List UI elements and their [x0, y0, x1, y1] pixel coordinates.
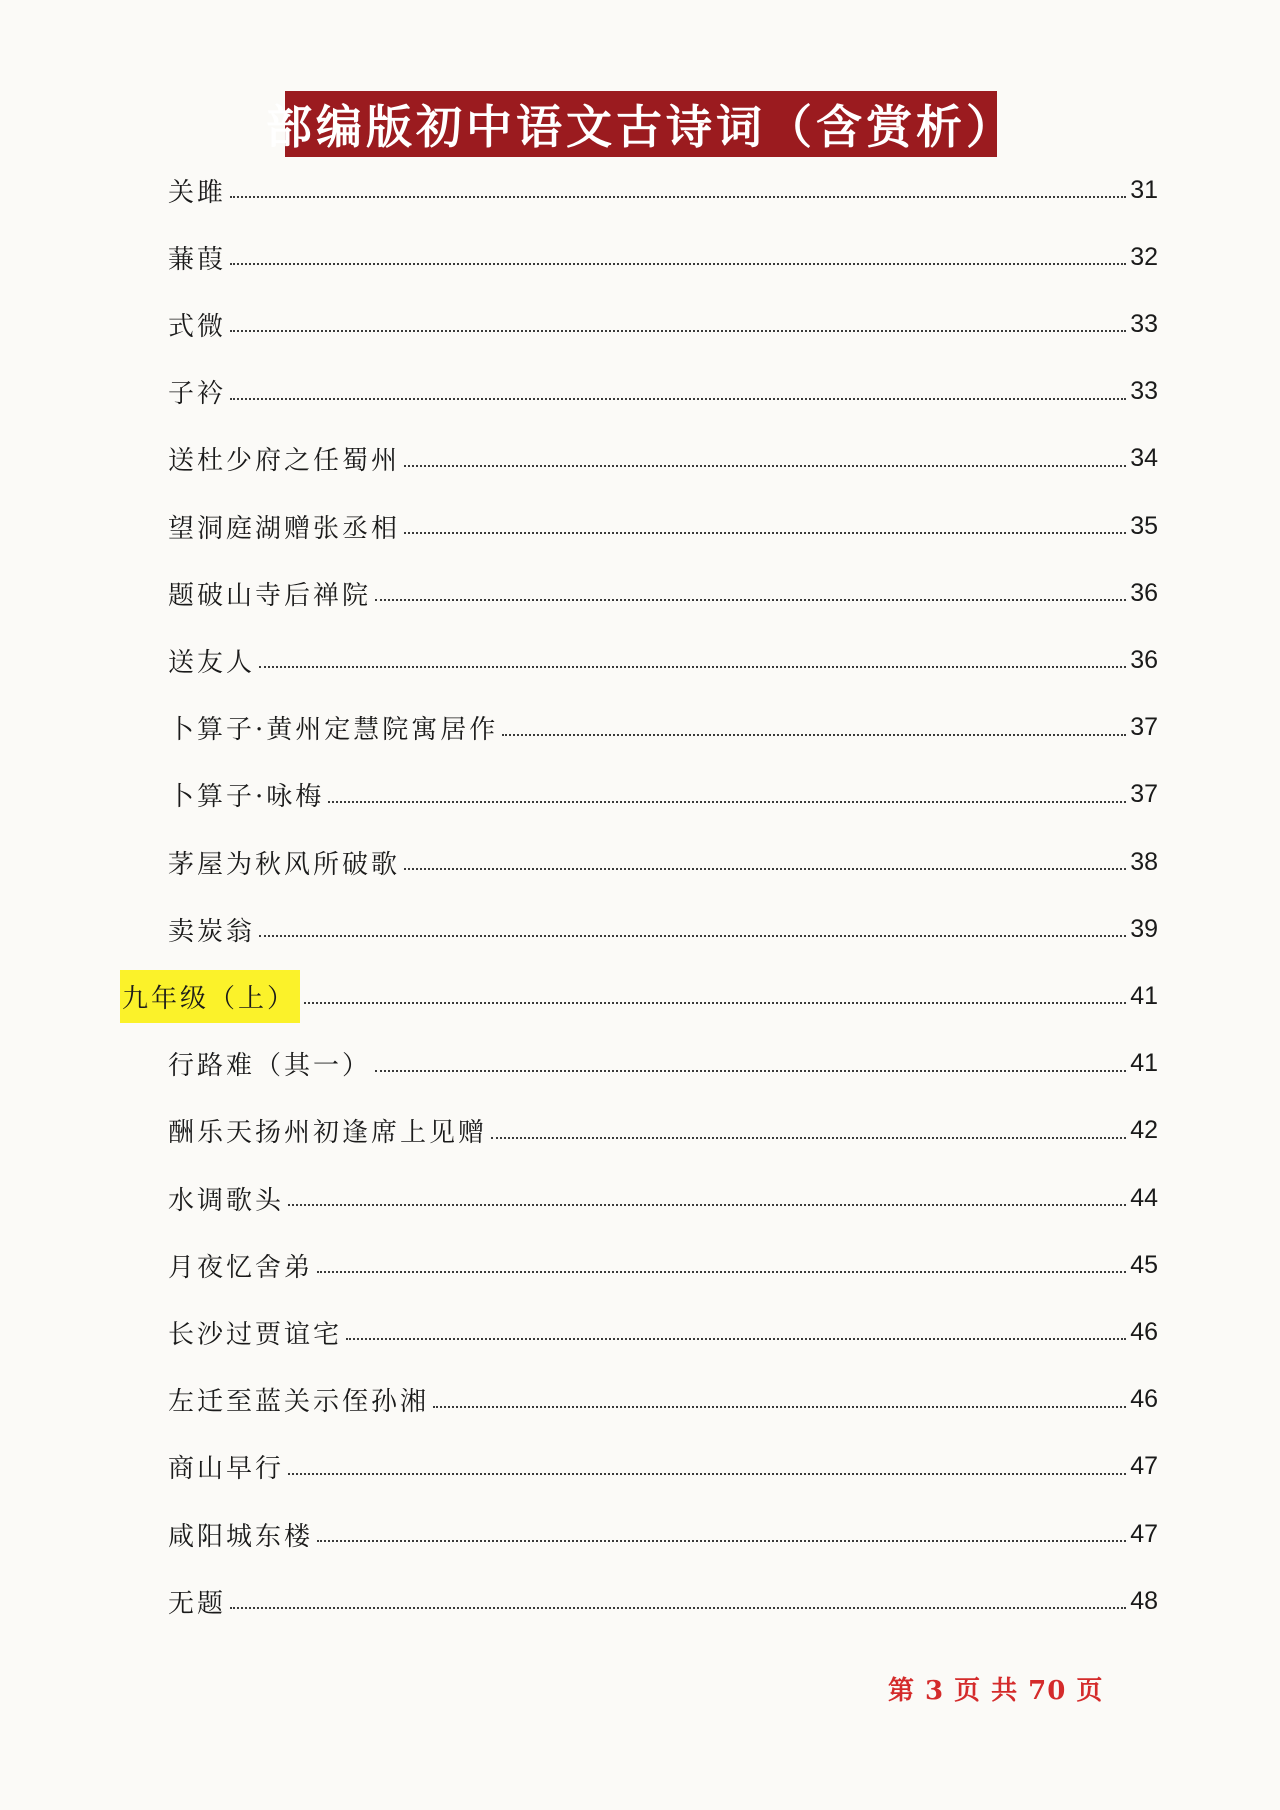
toc-entry-title: 月夜忆舍弟: [168, 1252, 314, 1283]
toc-entry-title: 咸阳城东楼: [168, 1521, 314, 1552]
toc-section-heading[interactable]: [122, 976, 1158, 1016]
toc-dot-leader: [288, 1447, 1126, 1475]
toc-dot-leader: [230, 304, 1126, 332]
toc-page-number: 32: [1130, 242, 1158, 271]
toc-entry-title: 子衿: [168, 379, 227, 410]
toc-page-number: 33: [1130, 309, 1158, 338]
toc-page-number: 36: [1130, 578, 1158, 607]
toc-entry[interactable]: [168, 1111, 1158, 1151]
toc-entry-title: 关雎: [168, 177, 227, 208]
toc-entry-title: 卜算子·黄州定慧院寓居作: [168, 715, 499, 746]
toc-entry[interactable]: [168, 909, 1158, 949]
toc-entry[interactable]: [168, 775, 1158, 815]
toc-entry[interactable]: [168, 1044, 1158, 1084]
toc-entry[interactable]: [168, 842, 1158, 882]
toc-page-number: 38: [1130, 847, 1158, 876]
toc-dot-leader: [230, 237, 1126, 265]
footer-mid: 页 共: [954, 1676, 1019, 1706]
toc-entry-title: 九年级（上）: [120, 970, 300, 1023]
toc-dot-leader: [304, 976, 1126, 1004]
toc-entry-title: 送友人: [168, 647, 256, 678]
footer-total-pages: 70: [1028, 1676, 1067, 1706]
toc-dot-leader: [230, 372, 1126, 400]
toc-dot-leader: [491, 1111, 1126, 1139]
footer-current-page: 3: [925, 1676, 945, 1706]
toc-entry-title: 式微: [168, 311, 227, 342]
toc-dot-leader: [404, 842, 1126, 870]
toc-entry-title: 茅屋为秋风所破歌: [168, 849, 401, 880]
toc-entry[interactable]: [168, 1447, 1158, 1487]
toc-page-number: 31: [1130, 175, 1158, 204]
toc-dot-leader: [288, 1178, 1126, 1206]
toc-entry[interactable]: [168, 708, 1158, 748]
toc-entry-title: 送杜少府之任蜀州: [168, 446, 401, 477]
toc-page-number: 37: [1130, 780, 1158, 809]
toc-entry-title: 卜算子·咏梅: [168, 782, 325, 813]
toc-entry[interactable]: [168, 304, 1158, 344]
document-title: 部编版初中语文古诗词（含赏析）: [266, 100, 1016, 154]
toc-entry[interactable]: [168, 1245, 1158, 1285]
toc-dot-leader: [346, 1312, 1126, 1340]
toc-page-number: 47: [1130, 1519, 1158, 1548]
toc-dot-leader: [230, 170, 1126, 198]
page-footer: [888, 1670, 1113, 1707]
toc-page-number: 42: [1130, 1116, 1158, 1145]
toc-page-number: 37: [1130, 713, 1158, 742]
toc-page-number: 45: [1130, 1250, 1158, 1279]
toc-page-number: 33: [1130, 377, 1158, 406]
toc-dot-leader: [317, 1514, 1126, 1542]
toc-entry-title: 酬乐天扬州初逢席上见赠: [168, 1118, 488, 1149]
toc-page-number: 47: [1130, 1452, 1158, 1481]
toc-page-number: 41: [1130, 1049, 1158, 1078]
toc-dot-leader: [259, 909, 1126, 937]
toc-entry[interactable]: [168, 1514, 1158, 1554]
toc-entry[interactable]: [168, 1380, 1158, 1420]
toc-entry[interactable]: [168, 1581, 1158, 1621]
toc-dot-leader: [375, 573, 1126, 601]
toc-dot-leader: [404, 506, 1126, 534]
toc-dot-leader: [404, 439, 1126, 467]
toc-page-number: 46: [1130, 1317, 1158, 1346]
toc-page-number: 41: [1130, 981, 1158, 1010]
toc-page-number: 36: [1130, 645, 1158, 674]
toc-page-number: 48: [1130, 1586, 1158, 1615]
toc-page-number: 44: [1130, 1183, 1158, 1212]
toc-page-number: 35: [1130, 511, 1158, 540]
toc-entry[interactable]: [168, 170, 1158, 210]
toc-dot-leader: [317, 1245, 1126, 1273]
toc-dot-leader: [259, 640, 1126, 668]
footer-suffix: 页: [1076, 1676, 1104, 1706]
toc-dot-leader: [230, 1581, 1126, 1609]
toc-entry[interactable]: [168, 439, 1158, 479]
toc-entry[interactable]: [168, 372, 1158, 412]
toc-entry[interactable]: [168, 1178, 1158, 1218]
toc-entry[interactable]: [168, 506, 1158, 546]
toc-page-number: 39: [1130, 914, 1158, 943]
toc-page-number: 46: [1130, 1385, 1158, 1414]
toc-entry-title: 无题: [168, 1588, 227, 1619]
toc-entry-title: 左迁至蓝关示侄孙湘: [168, 1387, 430, 1418]
toc-entry-title: 商山早行: [168, 1454, 285, 1485]
toc-entry[interactable]: [168, 573, 1158, 613]
toc-entry-title: 水调歌头: [168, 1185, 285, 1216]
toc-entry-title: 蒹葭: [168, 244, 227, 275]
footer-prefix: 第: [888, 1676, 916, 1706]
toc-entry-title: 长沙过贾谊宅: [168, 1319, 343, 1350]
toc-entry-title: 题破山寺后禅院: [168, 580, 372, 611]
toc-entry-title: 望洞庭湖赠张丞相: [168, 513, 401, 544]
toc-entry-title: 卖炭翁: [168, 916, 256, 947]
toc-entry[interactable]: [168, 237, 1158, 277]
toc-dot-leader: [375, 1044, 1126, 1072]
toc-page-number: 34: [1130, 444, 1158, 473]
toc-dot-leader: [502, 708, 1126, 736]
toc-entry[interactable]: [168, 1312, 1158, 1352]
toc-entry[interactable]: [168, 640, 1158, 680]
toc-dot-leader: [433, 1380, 1126, 1408]
toc-entry-title: 行路难（其一）: [168, 1051, 372, 1082]
toc-dot-leader: [328, 775, 1126, 803]
